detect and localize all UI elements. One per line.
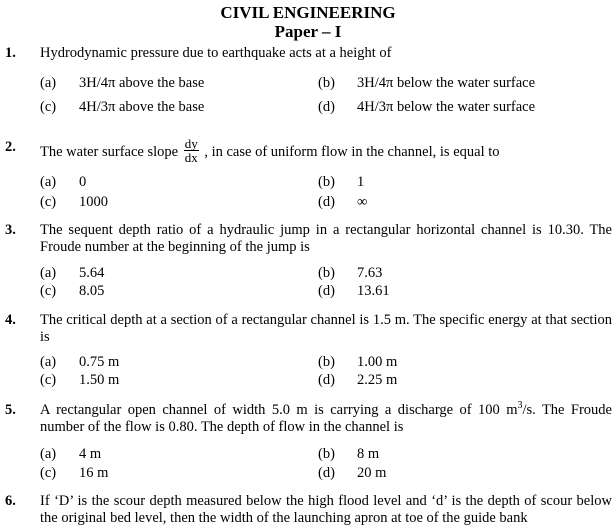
option-text: 1	[357, 174, 365, 190]
question-number: 1.	[5, 45, 16, 61]
option-text: 1.50 m	[79, 372, 120, 388]
question-number: 2.	[5, 139, 16, 155]
option-label: (b)	[318, 265, 335, 281]
question-text: If ‘D’ is the scour depth measured below the high flood level and ‘d’ is the depth of scour below the original bed level, then the width of the launching apron at toe of the guide bank	[40, 493, 612, 526]
option-d	[318, 372, 397, 389]
option-a	[40, 75, 204, 92]
option-text: 3H/4π above the base	[79, 75, 205, 91]
option-d	[318, 283, 390, 300]
option-a	[40, 354, 119, 371]
question-number: 4.	[5, 312, 16, 328]
question-number: 6.	[5, 493, 16, 509]
option-label: (a)	[40, 354, 57, 370]
option-text: 16 m	[79, 465, 109, 481]
superscript: 3	[517, 400, 523, 412]
option-text: 13.61	[357, 283, 390, 299]
option-text: 0	[79, 174, 87, 190]
question-text	[40, 402, 612, 436]
option-label: (b)	[318, 174, 335, 190]
paper-title: Paper – I	[274, 22, 342, 41]
option-label: (c)	[40, 194, 57, 210]
option-text: ∞	[357, 194, 368, 210]
option-label: (d)	[318, 372, 335, 388]
subject-title: CIVIL ENGINEERING	[220, 3, 396, 22]
option-c	[40, 372, 119, 389]
option-b	[318, 75, 535, 92]
option-c	[40, 283, 104, 300]
option-d	[318, 99, 535, 116]
option-text: 2.25 m	[357, 372, 398, 388]
option-text: 8.05	[79, 283, 105, 299]
option-label: (c)	[40, 372, 57, 388]
option-label: (a)	[40, 174, 57, 190]
question-text-part: The water surface slope	[40, 143, 179, 160]
option-label: (a)	[40, 75, 57, 91]
option-text: 1.00 m	[357, 354, 398, 370]
fraction-numerator: dy	[184, 136, 198, 151]
option-b	[318, 354, 397, 371]
question-text	[40, 136, 612, 166]
option-text: 4H/3π below the water surface	[357, 99, 536, 115]
question-number: 3.	[5, 222, 16, 238]
question-text: The critical depth at a section of a rectangular channel is 1.5 m. The specific energy at that section is	[40, 312, 612, 345]
option-text: 0.75 m	[79, 354, 120, 370]
option-text: 8 m	[357, 446, 380, 462]
option-label: (d)	[318, 465, 335, 481]
option-label: (c)	[40, 465, 57, 481]
option-text: 20 m	[357, 465, 387, 481]
option-d	[318, 194, 367, 211]
option-c	[40, 99, 204, 116]
option-text: 1000	[79, 194, 108, 210]
option-c	[40, 194, 108, 211]
option-a	[40, 446, 101, 463]
option-text: 7.63	[357, 265, 383, 281]
option-a	[40, 174, 86, 191]
option-label: (b)	[318, 354, 335, 370]
option-label: (c)	[40, 283, 57, 299]
option-text: 5.64	[79, 265, 105, 281]
option-label: (a)	[40, 265, 57, 281]
question-number: 5.	[5, 402, 16, 418]
option-label: (d)	[318, 283, 335, 299]
question-text: The sequent depth ratio of a hydraulic jump in a rectangular horizontal channel is 10.30. The Froude number at the beginning of the jump is	[40, 222, 612, 255]
option-label: (b)	[318, 75, 335, 91]
option-b	[318, 265, 382, 282]
option-a	[40, 265, 104, 282]
question-text: Hydrodynamic pressure due to earthquake acts at a height of	[40, 45, 392, 61]
option-label: (d)	[318, 194, 335, 210]
option-label: (a)	[40, 446, 57, 462]
question-text-part: A rectangular open channel of width 5.0 m is carrying a discharge of 100 m	[40, 402, 518, 418]
option-text: 3H/4π below the water surface	[357, 75, 536, 91]
option-text: 4H/3π above the base	[79, 99, 205, 115]
option-c	[40, 465, 108, 482]
option-d	[318, 465, 386, 482]
option-label: (b)	[318, 446, 335, 462]
option-b	[318, 446, 379, 463]
question-text-part: , in case of uniform flow in the channel, is equal to	[204, 143, 500, 160]
fraction-denominator: dx	[184, 150, 198, 165]
option-text: 4 m	[79, 446, 102, 462]
question-text-part: /s. The Froude number of the flow is 0.80. The depth of flow in the channel is	[40, 402, 612, 435]
option-b	[318, 174, 364, 191]
option-label: (c)	[40, 99, 57, 115]
option-label: (d)	[318, 99, 335, 115]
derivative-fraction	[184, 137, 199, 164]
